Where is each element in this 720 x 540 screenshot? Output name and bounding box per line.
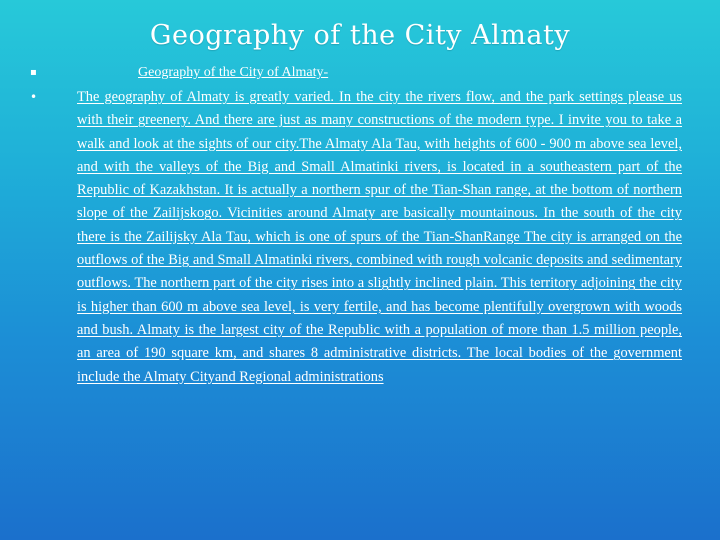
subtitle-link[interactable]: Geography of the City of Almaty- (138, 65, 329, 80)
body-paragraph-link[interactable]: The geography of Almaty is greatly varied. In the city the rivers flow, and the park settings please us with their greenery. And there are just as many constructions of the modern type. I invite you to take a walk and look at the sights of our city.The Almaty Ala Tau, with heights of 600 - 900 m above sea level, and with the valleys of the Big and Small Almatinki rivers, is located in a southeastern part of the Republic of Kazakhstan. It is actually a northern spur of the Tian-Shan range, at the bottom of northern slope of the Zailijskogo. Vicinities around Almaty are basically mountainous. In the south of the city there is the Zailijsky Ala Tau, which is one of spurs of the Tian-ShanRange The city is arranged on the outflows of the Big and Small Almatinki rivers, combined with rough volcanic deposits and sedimentary outflows. The northern part of the city rises into a slightly inclined plain. This territory adjoining the city is higher than 600 m above sea level, is very fertile, and has become plentifully overgrown with woods and bush. Almaty is the largest city of the Republic with a population of more than 1.5 million people, an area of 190 square km, and shares 8 administrative districts. The local bodies of the government include the Almaty Cityand Regional administrations (77, 89, 682, 385)
slide-title: Geography of the City Almaty (149, 20, 571, 51)
bullet-list (30, 62, 695, 389)
bullet-item-subtitle (30, 62, 695, 84)
bullet-item-body (30, 86, 695, 389)
square-bullet-icon: ▪ (30, 67, 37, 78)
round-bullet-icon: • (30, 90, 38, 104)
